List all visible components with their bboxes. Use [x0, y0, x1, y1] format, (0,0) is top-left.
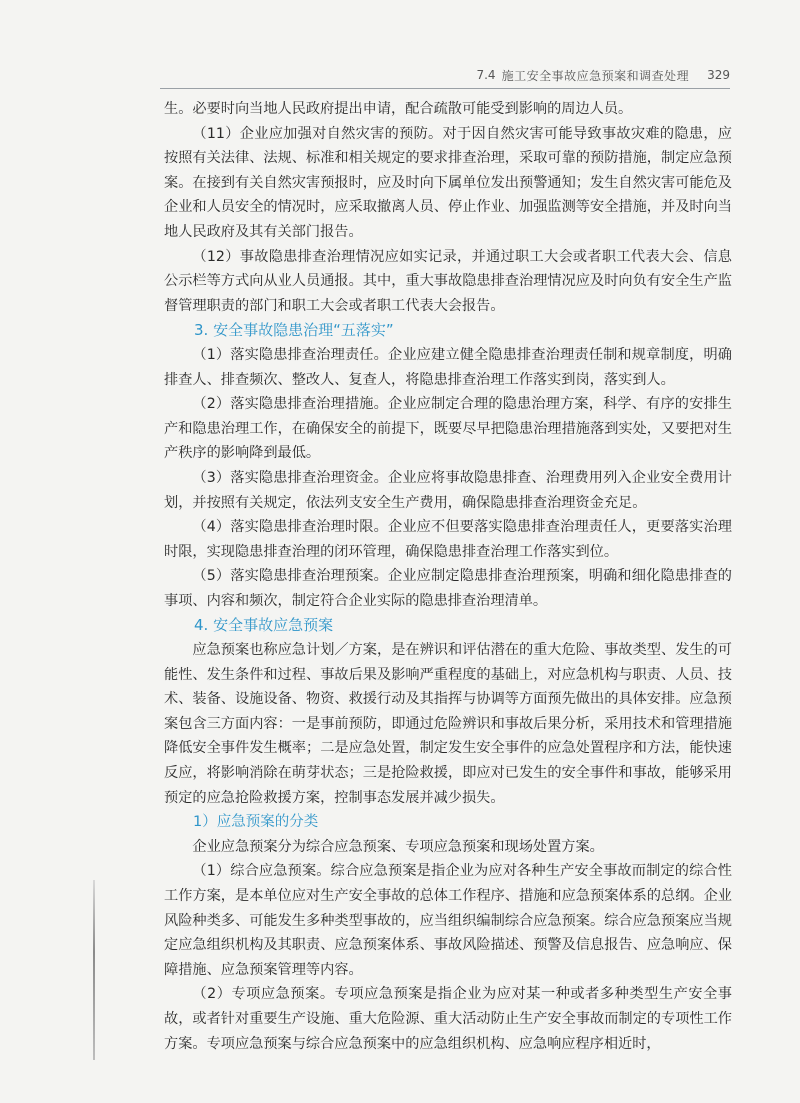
page-number: 329: [707, 68, 730, 82]
paragraph: （3）落实隐患排查治理资金。企业应将事故隐患排查、治理费用列入企业安全费用计划，并按照有关规定，依法列支安全生产费用，确保隐患排查治理资金充足。: [164, 469, 732, 511]
paragraph: （5）落实隐患排查治理预案。企业应制定隐患排查治理预案，明确和细化隐患排查的事项、内容和频次，制定符合企业实际的隐患排查治理清单。: [164, 568, 732, 609]
paragraph: （11）企业应加强对自然灾害的预防。对于因自然灾害可能导致事故灾难的隐患，应按照有关法律、法规、标准和相关规定的要求排查治理，采取可靠的预防措施，制定应急预案。在接到有关自然灾害预报时，应及时向下属单位发出预警通知；发生自然灾害可能危及企业和人员安全的情况时，应采取撤离人员、停止作业、加强监测等安全措施，并及时向当地人民政府及其有关部门报告。: [164, 125, 732, 240]
subsection-heading: 1）应急预案的分类: [193, 814, 319, 831]
header-rule: [160, 88, 730, 89]
paragraph: 生。必要时向当地人民政府提出申请，配合疏散可能受到影响的周边人员。: [164, 101, 633, 117]
section-number: 7.4: [476, 68, 496, 82]
section-title: 施工安全事故应急预案和调查处理: [501, 68, 690, 83]
paragraph: 应急预案也称应急计划／方案，是在辨识和评估潜在的重大危险、事故类型、发生的可能性、发生条件和过程、事故后果及影响严重程度的基础上，对应急机构与职责、人员、技术、装备、设施设备、物资、救援行动及其指挥与协调等方面预先做出的具体安排。应急预案包含三方面内容：一是事前预防，即通过危险辨识和事故后果分析，采用技术和管理措施降低安全事件发生概率；二是应急处置，制定发生安全事件的应急处置程序和方法，能快速反应，将影响消除在萌芽状态；三是抢险救援，即应对已发生的安全事件和事故，能够采用预定的应急抢险救援方案，控制事态发展并减少损失。: [164, 642, 732, 806]
page-body: [164, 97, 732, 1056]
section-heading: 4. 安全事故应急预案: [194, 616, 334, 635]
paragraph: （1）综合应急预案。综合应急预案是指企业为应对各种生产安全事故而制定的综合性工作方案，是本单位应对生产安全事故的总体工作程序、措施和应急预案体系的总纲。企业风险种类多、可能发生多种类型事故的，应当组织编制综合应急预案。综合应急预案应当规定应急组织机构及其职责、应急预案体系、事故风险描述、预警及信息报告、应急响应、保障措施、应急预案管理等内容。: [164, 863, 732, 978]
paragraph: （2）专项应急预案。专项应急预案是指企业为应对某一种或者多种类型生产安全事故，或者针对重要生产设施、重大危险源、重大活动防止生产安全事故而制定的专项性工作方案。专项应急预案与综合应急预案中的应急组织机构、应急响应程序相近时，: [164, 986, 732, 1052]
paragraph: （12）事故隐患排查治理情况应如实记录，并通过职工大会或者职工代表大会、信息公示栏等方式向从业人员通报。其中，重大事故隐患排查治理情况应及时向负有安全生产监督管理职责的部门和职工大会或者职工代表大会报告。: [164, 248, 732, 314]
section-heading: 3. 安全事故隐患治理“五落实”: [194, 321, 394, 340]
paragraph: （4）落实隐患排查治理时限。企业应不但要落实隐患排查治理责任人，更要落实治理时限，实现隐患排查治理的闭环管理，确保隐患排查治理工作落实到位。: [164, 519, 732, 560]
running-header: [160, 64, 730, 86]
binding-shadow: [93, 880, 95, 1060]
paragraph: （2）落实隐患排查治理措施。企业应制定合理的隐患治理方案，科学、有序的安排生产和隐患治理工作，在确保安全的前提下，既要尽早把隐患治理措施落到实处，又要把对生产秩序的影响降到最低。: [164, 396, 732, 462]
paragraph: （1）落实隐患排查治理责任。企业应建立健全隐患排查治理责任制和规章制度，明确排查人、排查频次、整改人、复查人，将隐患排查治理工作落实到岗，落实到人。: [164, 346, 732, 388]
paragraph: 企业应急预案分为综合应急预案、专项应急预案和现场处置方案。: [192, 838, 604, 855]
